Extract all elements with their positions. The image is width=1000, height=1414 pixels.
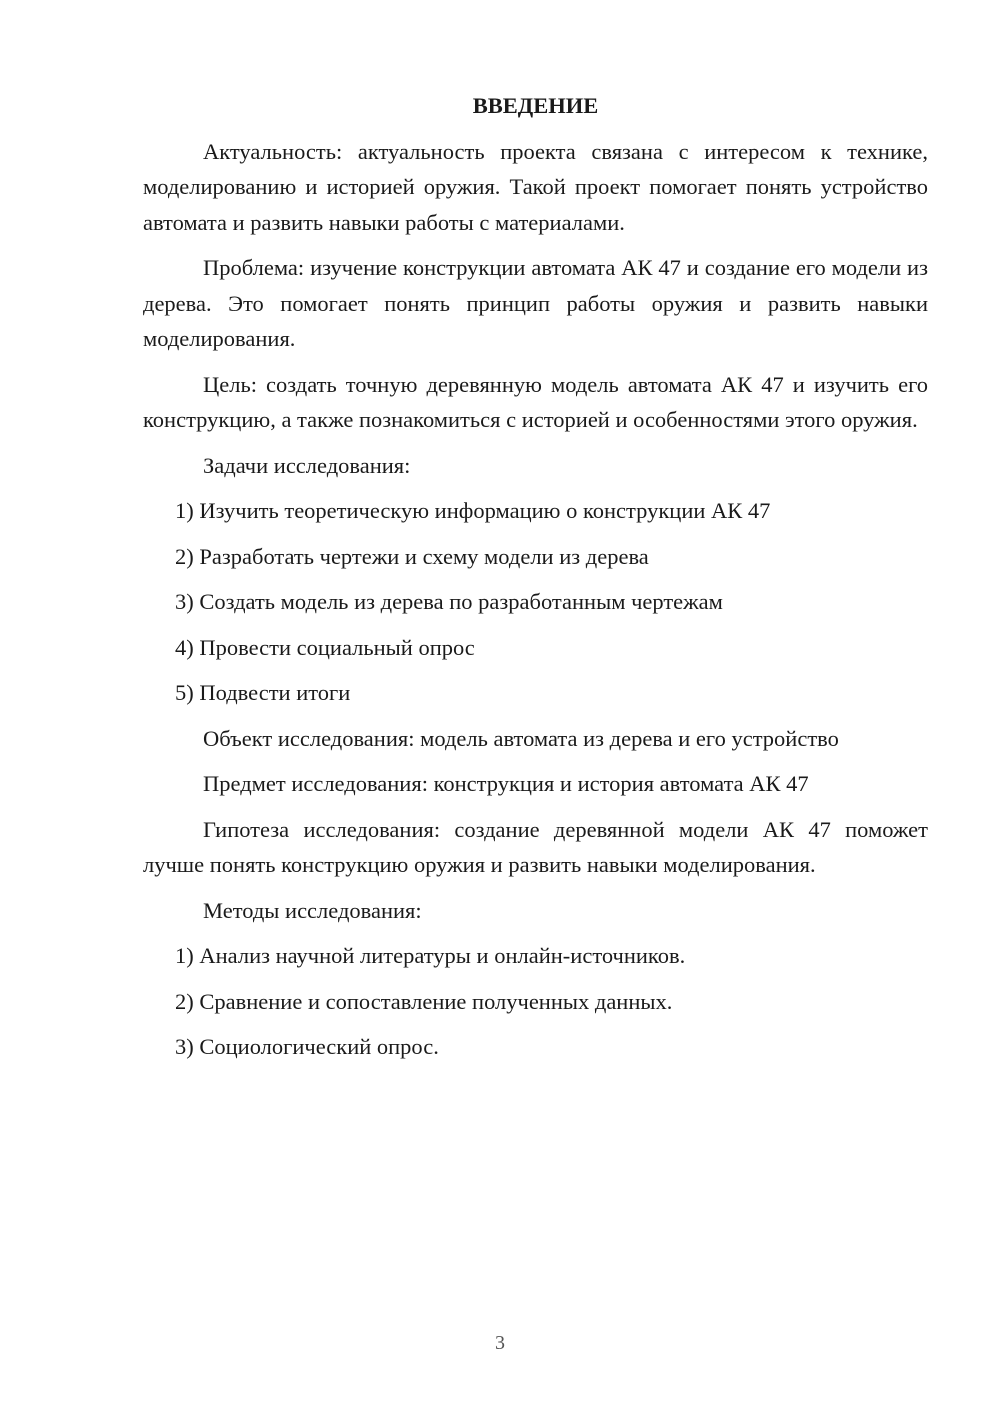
task-item: 3) Создать модель из дерева по разработанным чертежам (175, 589, 723, 614)
hypothesis-paragraph: Гипотеза исследования: создание деревянной модели АК 47 поможет лучше понять конструкцию оружия и развить навыки моделирования. (143, 816, 928, 877)
document-title: ВВЕДЕНИЕ (472, 93, 599, 118)
object-line: Объект исследования: модель автомата из дерева и его устройство (203, 725, 839, 751)
goal-paragraph: Цель: создать точную деревянную модель автомата АК 47 и изучить его конструкцию, а также познакомиться с историей и особенностями этого оружия. (143, 371, 928, 432)
problem-paragraph: Проблема: изучение конструкции автомата АК 47 и создание его модели из дерева. Это помогает понять принцип работы оружия и развить навыки моделирования. (143, 255, 928, 351)
method-item: 2) Сравнение и сопоставление полученных данных. (175, 988, 673, 1014)
task-item: 2) Разработать чертежи и схему модели из дерева (175, 543, 649, 569)
task-item: 4) Провести социальный опрос (175, 634, 475, 660)
task-item: 5) Подвести итоги (175, 680, 351, 705)
method-item: 1) Анализ научной литературы и онлайн-источников. (175, 943, 686, 968)
methods-heading: Методы исследования: (203, 897, 422, 923)
document-page (143, 88, 928, 1075)
method-item: 3) Социологический опрос. (175, 1034, 439, 1059)
tasks-list (143, 493, 928, 711)
relevance-paragraph: Актуальность: актуальность проекта связана с интересом к технике, моделированию и историей оружия. Такой проект помогает понять устройство автомата и развить навыки работы с материалами. (143, 138, 928, 235)
task-item: 1) Изучить теоретическую информацию о конструкции АК 47 (175, 498, 771, 523)
subject-line: Предмет исследования: конструкция и история автомата АК 47 (203, 771, 809, 796)
tasks-heading: Задачи исследования: (203, 452, 411, 478)
page-number: 3 (495, 1332, 505, 1354)
methods-list (143, 938, 928, 1065)
